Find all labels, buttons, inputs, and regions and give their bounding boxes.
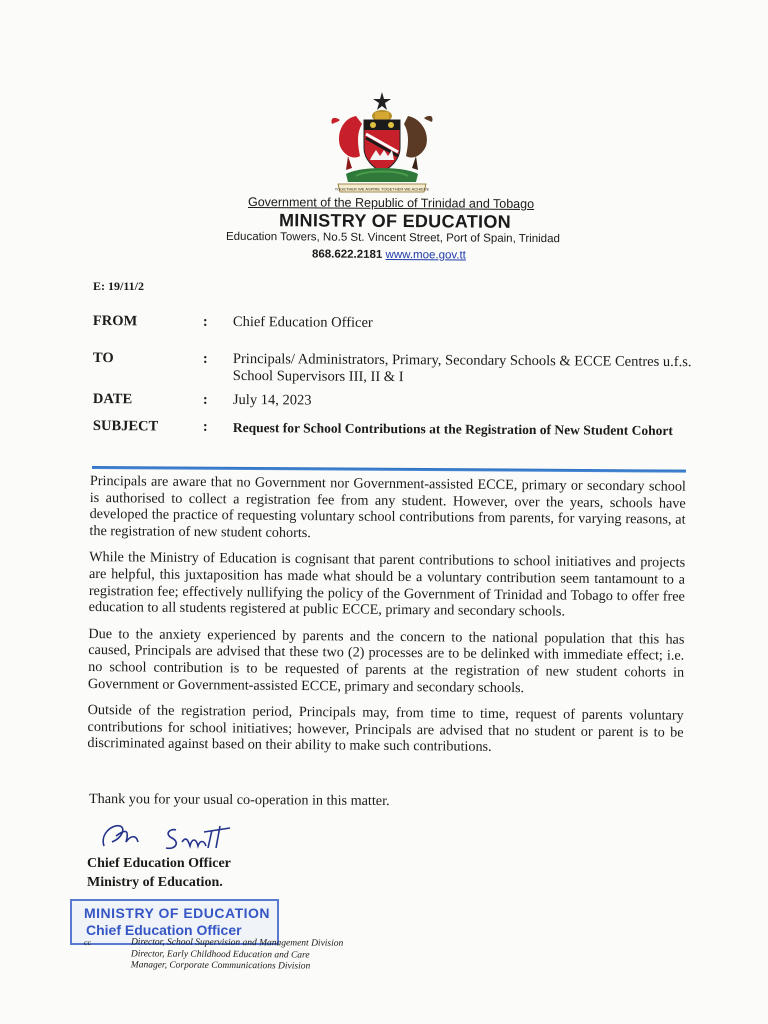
cc-recipient: Director, School Supervision and Management Division [130, 937, 344, 949]
coat-of-arms-icon [326, 90, 438, 196]
body-paragraph-3: Due to the anxiety experienced by parents and the concern to the national population that this has caused, Principals are advised that these two (2) processes are to be delinked with immediate effect; i.e. no school contribution is to be requested of parents at the registration of new student cohorts in Government or Government-assisted ECCE, primary and secondary schools. [87, 625, 685, 696]
closing-line: Thank you for your usual co-operation in this matter. [88, 790, 390, 810]
from-colon: : [202, 313, 208, 330]
cc-label: cc [83, 938, 92, 948]
government-line: Government of the Republic of Trinidad and Tobago [247, 195, 535, 211]
handwritten-signature [90, 812, 250, 860]
body-paragraph-1: Principals are aware that no Government nor Government-assisted ECCE, primary or secondary school is authorised to collect a registration fee from any student. However, over the years, schools have developed the practice of requesting voluntary school contributions from parents, for varying reasons, at the registration of new student cohorts. [89, 473, 686, 541]
reference-number: E: 19/11/2 [93, 279, 145, 293]
from-label: FROM [92, 313, 138, 330]
subject-label: SUBJECT [92, 418, 159, 435]
cc-recipient: Director, Early Childhood Education and Care [130, 948, 310, 961]
date-value: July 14, 2023 [232, 391, 312, 409]
website-link[interactable]: www.moe.gov.tt [385, 248, 466, 262]
ministry-contact [312, 248, 466, 261]
phone-number: 868.622.2181 [311, 248, 383, 261]
signatory-title-line-2: Ministry of Education. [87, 875, 223, 890]
header-divider [92, 466, 686, 473]
stamp-line-1: MINISTRY OF EDUCATION [84, 905, 271, 921]
body-paragraph-4: Outside of the registration period, Principals may, from time to time, request of parents voluntary contributions for school initiatives; however, Principals are advised that no student or parent is to be discriminated against based on their ability to make such contributions. [87, 702, 684, 756]
crest-motto: TOGETHER WE ASPIRE TOGETHER WE ACHIEVE [334, 186, 430, 192]
memo-row-date [92, 391, 693, 409]
subject-colon: : [202, 418, 208, 435]
date-label: DATE [92, 391, 133, 408]
date-colon: : [202, 391, 208, 408]
from-value: Chief Education Officer [232, 313, 373, 331]
to-label: TO [92, 350, 114, 367]
body-paragraph-2: While the Ministry of Education is cognisant that parent contributions to school initiatives and projects are helpful, this juxtaposition has made what should be a voluntary contribution seem tantamount to a registration fee; effectively nullifying the policy of the Government of Trinidad and Tobago to offer free education to all students registered at public ECCE, primary and secondary schools. [88, 549, 686, 620]
ministry-title: MINISTRY OF EDUCATION [278, 210, 512, 232]
memo-body [87, 473, 686, 768]
signatory-title [87, 854, 231, 892]
to-colon: : [202, 350, 208, 367]
subject-value: Request for School Contributions at the Registration of New Student Cohort [232, 419, 673, 439]
cc-recipients [131, 937, 431, 974]
memo-row-from [92, 313, 693, 331]
cc-recipient: Manager, Corporate Communications Division [130, 960, 311, 972]
signatory-title-line-1: Chief Education Officer [87, 856, 231, 871]
memo-row-subject [92, 418, 693, 439]
ministry-address: Education Towers, No.5 St. Vincent Street, Port of Spain, Trinidad [225, 230, 560, 246]
stamp-line-2: Chief Education Officer [86, 922, 242, 938]
to-value: Principals/ Administrators, Primary, Secondary Schools & ECCE Centres u.f.s. School Supervisors III, II & I [232, 350, 692, 386]
memo-row-to [92, 350, 693, 386]
